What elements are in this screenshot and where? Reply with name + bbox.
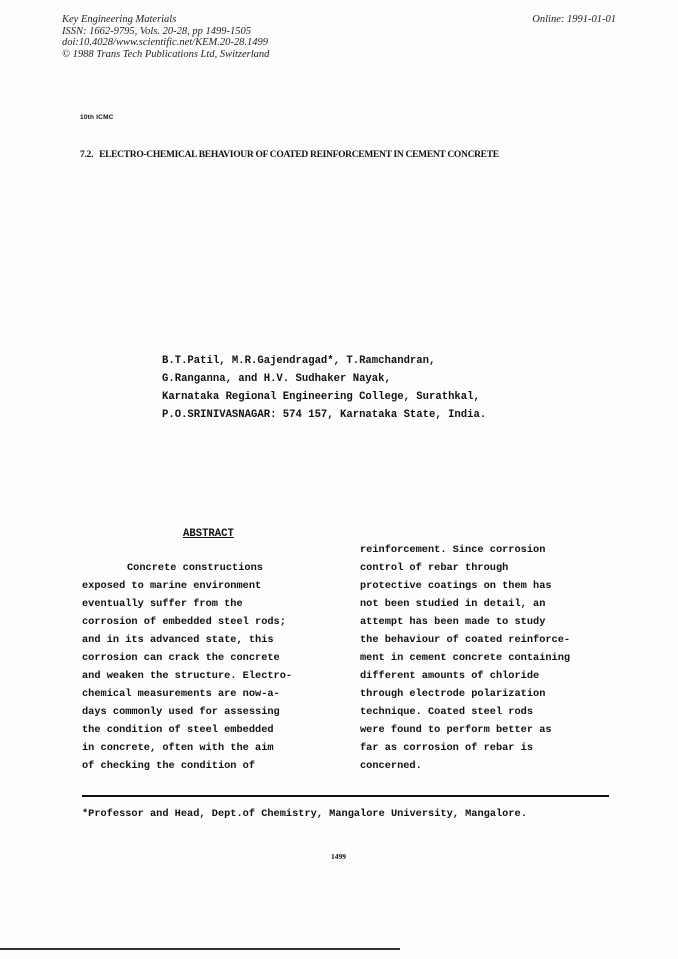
abstract-line: were found to perform better as [360,724,552,736]
abstract-column-left [82,559,292,775]
abstract-line: the condition of steel embedded [82,724,274,736]
abstract-line: the behaviour of coated reinforce- [360,634,571,646]
issn-line: ISSN: 1662-9795, Vols. 20-28, pp 1499-1505 [62,25,251,37]
bottom-divider [0,948,400,950]
doi-line: doi:10.4028/www.scientific.net/KEM.20-28.1499 [62,37,268,48]
abstract-line: eventually suffer from the [82,598,243,610]
abstract-line: attempt has been made to study [360,616,546,628]
abstract-column-right [360,541,570,775]
abstract-line: different amounts of chloride [360,670,540,682]
abstract-line: not been studied in detail, an [360,598,546,610]
abstract-line: ment in cement concrete containing [360,652,571,664]
author-line: B.T.Patil, M.R.Gajendragad*, T.Ramchandran, [162,355,436,367]
author-line: G.Ranganna, and H.V. Sudhaker Nayak, [162,373,391,385]
abstract-line: concerned. [360,760,422,772]
abstract-line: of checking the condition of [82,760,256,772]
abstract-line: corrosion of embedded steel rods; [82,616,286,628]
title-text: ELECTRO-CHEMICAL BEHAVIOUR OF COATED REINFORCEMENT IN CEMENT CONCRETE [99,150,499,160]
online-date: Online: 1991-01-01 [532,14,616,25]
copyright-line: © 1988 Trans Tech Publications Ltd, Switzerland [62,48,270,60]
abstract-line: corrosion can crack the concrete [82,652,280,664]
abstract-line: technique. Coated steel rods [360,706,534,718]
abstract-line: and weaken the structure. Electro- [82,670,293,682]
page-number: 1499 [331,852,346,861]
abstract-line: days commonly used for assessing [82,706,280,718]
conference-label: 10th ICMC [80,114,114,121]
abstract-line: control of rebar through [360,562,509,574]
abstract-line: in concrete, often with the aim [82,742,274,754]
section-number: 7.2. [80,150,94,160]
abstract-line: chemical measurements are now-a- [82,688,280,700]
abstract-heading: ABSTRACT [183,528,234,540]
abstract-line: reinforcement. Since corrosion [360,544,546,556]
journal-header [62,14,269,60]
paper-title [80,150,638,160]
abstract-line: exposed to marine environment [82,580,262,592]
abstract-line: Concrete constructions [127,562,263,574]
footnote: *Professor and Head, Dept.of Chemistry, Mangalore University, Mangalore. [82,808,527,820]
affiliation-line: Karnataka Regional Engineering College, Surathkal, [162,391,480,403]
footnote-rule [82,795,609,797]
abstract-line: protective coatings on them has [360,580,552,592]
address-line: P.O.SRINIVASNAGAR: 574 157, Karnataka State, India. [162,409,487,421]
abstract-line: through electrode polarization [360,688,546,700]
abstract-line: far as corrosion of rebar is [360,742,534,754]
abstract-line: and in its advanced state, this [82,634,274,646]
author-block [162,352,486,424]
journal-name: Key Engineering Materials [62,14,177,25]
